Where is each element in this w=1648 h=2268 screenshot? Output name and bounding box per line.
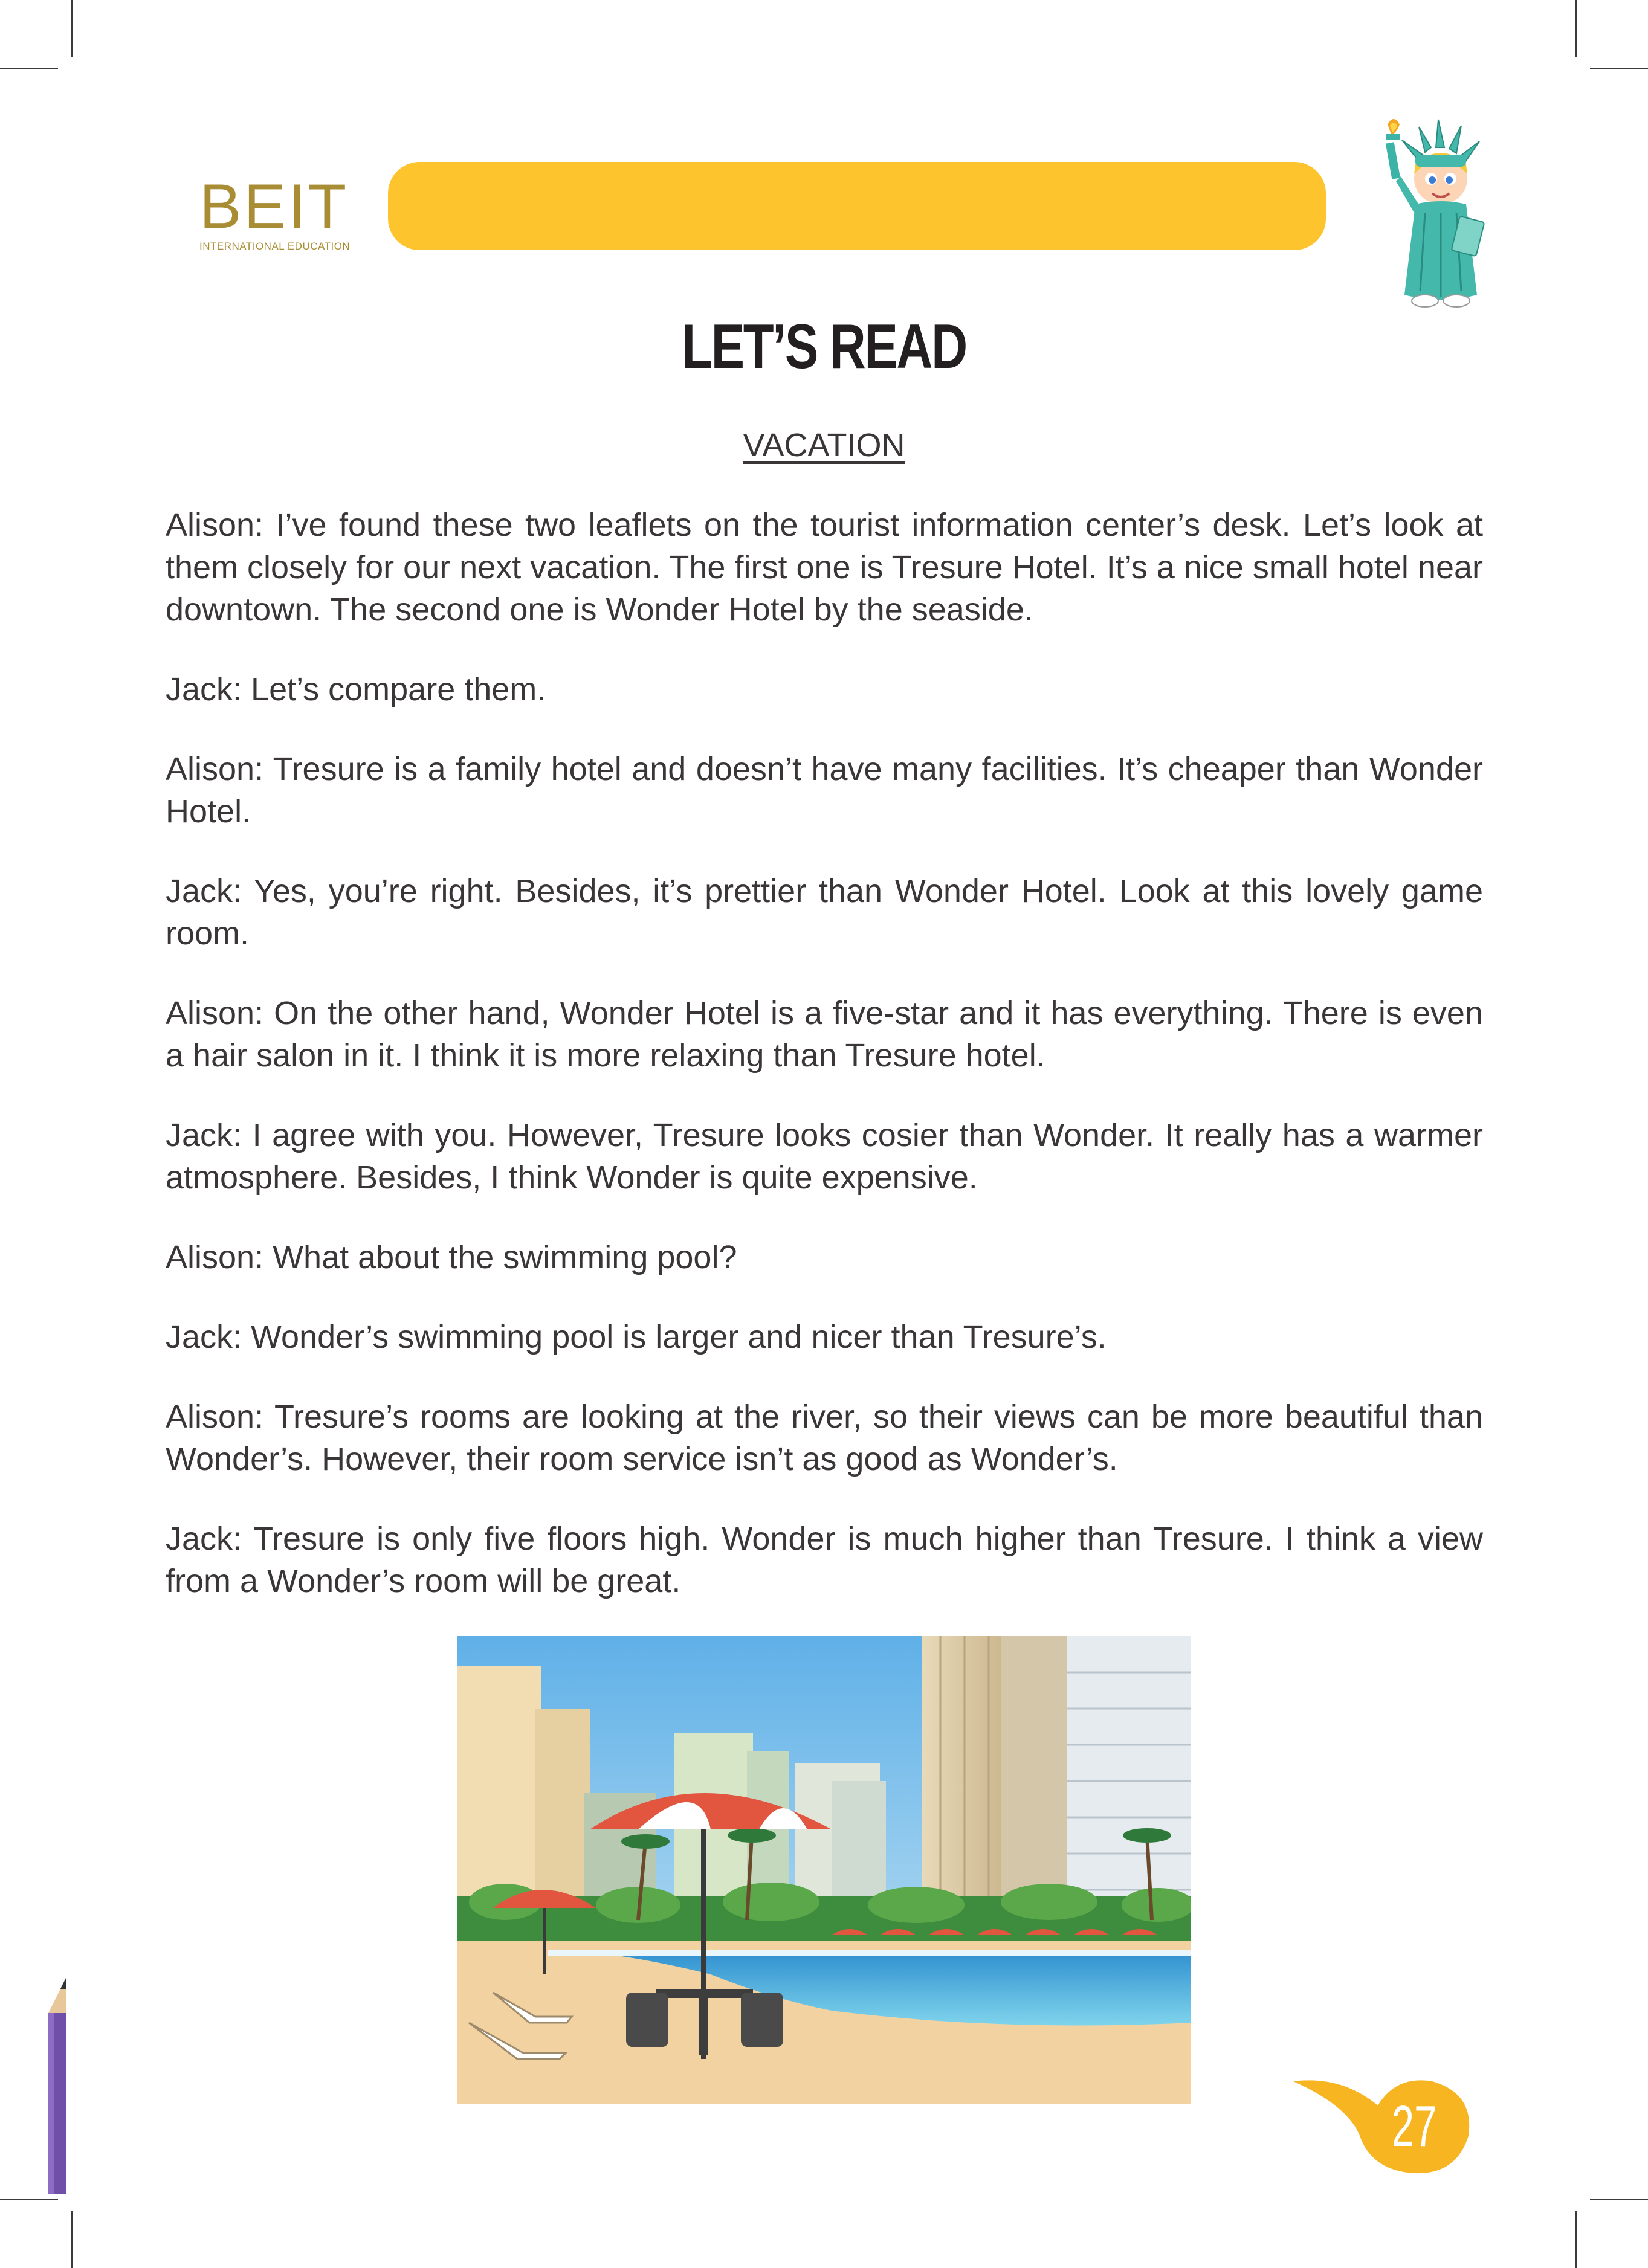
- publisher-logo: [199, 172, 351, 253]
- statue-of-liberty-mascot: [1365, 116, 1498, 313]
- logo-word: BEIT: [199, 172, 349, 242]
- crop-mark: [71, 2211, 73, 2268]
- dialogue-line: Alison: I’ve found these two leaflets on the tourist information center’s desk. Let’s look at them closely for our next vacation. The first one is Tresure Hotel. It’s a nice small hotel near downtown. The second one is Wonder Hotel by the seaside.: [166, 507, 1484, 628]
- dialogue-line: Jack: Yes, you’re right. Besides, it’s prettier than Wonder Hotel. Look at this lovely game room.: [166, 873, 1483, 952]
- crop-mark: [1575, 2211, 1577, 2268]
- crop-mark: [0, 68, 58, 69]
- dialogue-line: Jack: Tresure is only five floors high. Wonder is much higher than Tresure. I think a view from a Wonder’s room will be great.: [166, 1521, 1483, 1599]
- crop-mark: [1590, 68, 1648, 69]
- dialogue-line: Alison: On the other hand, Wonder Hotel is a five-star and it has everything. There is even a hair salon in it. I think it is more relaxing than Tresure hotel.: [166, 995, 1483, 1074]
- pencil-decoration: [42, 1977, 73, 2194]
- page-number: 27: [1391, 2094, 1437, 2159]
- dialogue-line: Alison: Tresure is a family hotel and doesn’t have many facilities. It’s cheaper than Wonder Hotel.: [166, 751, 1483, 830]
- header-banner: [388, 162, 1326, 250]
- logo-subtitle: INTERNATIONAL EDUCATION: [199, 240, 351, 252]
- dialogue-text: [166, 504, 1483, 1640]
- crop-mark: [71, 0, 73, 57]
- page-number-badge: [1293, 2069, 1475, 2178]
- dialogue-line: Jack: Let’s compare them.: [166, 671, 546, 707]
- dialogue-line: Jack: I agree with you. However, Tresure looks cosier than Wonder. It really has a warmer atmosphere. Besides, I think Wonder is quite expensive.: [166, 1117, 1483, 1196]
- dialogue-line: Alison: What about the swimming pool?: [166, 1239, 737, 1275]
- crop-mark: [1575, 0, 1577, 57]
- crop-mark: [1590, 2199, 1648, 2200]
- dialogue-line: Jack: Wonder’s swimming pool is larger and nicer than Tresure’s.: [166, 1319, 1107, 1355]
- hotel-pool-illustration: [457, 1636, 1191, 2104]
- section-subtitle: VACATION: [743, 427, 905, 463]
- crop-mark: [0, 2199, 58, 2200]
- dialogue-line: Alison: Tresure’s rooms are looking at the river, so their views can be more beautiful than Wonder’s. However, their room service isn’t as good as Wonder’s.: [166, 1399, 1483, 1477]
- page-title: LET’S READ: [682, 312, 966, 382]
